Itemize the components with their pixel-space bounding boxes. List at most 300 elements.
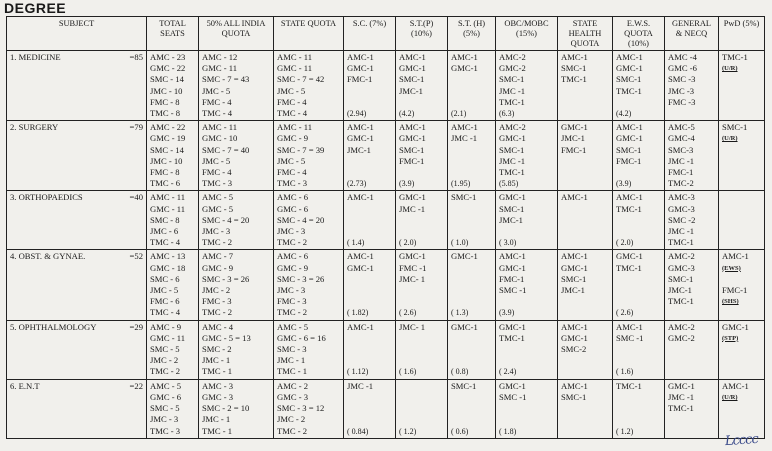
percentage-value: ( 2.6): [399, 308, 417, 318]
seat-entry: SMC-1: [399, 74, 425, 85]
seat-entry: AMC-1: [499, 251, 526, 262]
column-header: PwD (5%): [719, 17, 765, 51]
percentage-value: (3.9): [399, 179, 415, 189]
percentage-value: (1.95): [451, 179, 471, 189]
pwd-cell: [719, 250, 765, 320]
seat-entry: GMC-1: [399, 133, 426, 144]
seat-entry: TMC - 1: [202, 425, 233, 436]
seat-entry: AMC-1: [347, 321, 374, 332]
gen-cell: [665, 320, 719, 379]
all_india-cell: [199, 379, 274, 438]
seat-entry: SMC - 3: [277, 344, 307, 355]
seat-entry: AMC-1: [347, 192, 374, 203]
seat-entry: SMC - 7 = 42: [277, 74, 325, 85]
state-cell: [274, 191, 344, 250]
subject-total: =85: [129, 52, 143, 62]
seat-entry: SMC - 2: [202, 344, 232, 355]
gen-cell: [665, 51, 719, 121]
seat-entry: SMC -1: [499, 391, 527, 402]
seat-entry: FMC-1: [668, 167, 694, 178]
seat-entry: JMC-1: [499, 214, 523, 225]
subject-cell: [7, 379, 147, 438]
seat-entry: SMC - 8: [150, 214, 180, 225]
seat-entry: SMC - 14: [150, 144, 184, 155]
subject-name: 2. SURGERY: [10, 122, 59, 133]
seat-entry: AMC-1: [722, 380, 749, 391]
seat-entry: TMC - 3: [150, 425, 181, 436]
sth-cell: [448, 191, 496, 250]
pwd-category-tag: (STP): [722, 334, 739, 342]
seat-entry: FMC - 8: [150, 167, 180, 178]
seat-entry: TMC - 2: [202, 307, 233, 318]
seat-entry: JMC- 1: [399, 321, 426, 332]
all_india-cell: [199, 191, 274, 250]
ews-cell: [613, 191, 665, 250]
column-header: S.T.(P) (10%): [396, 17, 448, 51]
subject-total: =52: [129, 251, 143, 262]
all_india-cell: [199, 51, 274, 121]
seat-entry: SMC - 2 = 10: [202, 403, 250, 414]
table-row: [7, 250, 765, 320]
seat-entry: JMC - 2: [202, 285, 231, 296]
percentage-value: ( 3.0): [499, 238, 517, 248]
stp-cell: [396, 121, 448, 191]
seat-entry: TMC-1: [722, 52, 748, 62]
seat-entry: AMC-1: [347, 251, 374, 262]
seat-entry: FMC -3: [668, 96, 696, 107]
all_india-cell: [199, 320, 274, 379]
ews-cell: [613, 121, 665, 191]
seat-entry: GMC - 18: [150, 262, 186, 273]
seat-entry: AMC - 6: [277, 192, 309, 203]
percentage-value: ( 1.12): [347, 367, 369, 377]
seat-entry: TMC - 2: [277, 425, 308, 436]
seat-entry: GMC - 11: [202, 63, 238, 74]
seat-entry: AMC - 2: [277, 380, 309, 391]
seat-entry: AMC-2: [668, 251, 695, 262]
seat-entry: AMC - 5: [202, 192, 234, 203]
seat-entry: JMC -3: [668, 85, 695, 96]
seats-cell: [147, 320, 199, 379]
seat-entry: GMC - 9: [202, 262, 234, 273]
seat-entry: JMC - 2: [150, 355, 179, 366]
seat-entry: JMC - 3: [150, 414, 179, 425]
seat-entry: FMC-1: [722, 285, 748, 296]
percentage-value: ( 1.6): [616, 367, 634, 377]
seat-entry: GMC-1: [451, 321, 478, 332]
subject-total: =29: [129, 321, 143, 332]
header-row: [7, 17, 765, 51]
seat-entry: TMC-1: [616, 262, 642, 273]
percentage-value: ( 0.8): [451, 367, 469, 377]
pwd-category-tag: (U/R): [722, 393, 738, 401]
seat-entry: SMC-1: [561, 391, 587, 402]
seat-entry: GMC-1: [499, 192, 526, 203]
state-cell: [274, 320, 344, 379]
seats-cell: [147, 250, 199, 320]
seat-entry: AMC - 12: [202, 52, 238, 62]
gen-cell: [665, 250, 719, 320]
seat-entry: GMC - 5 = 13: [202, 332, 251, 343]
seat-entry: AMC-5: [668, 122, 695, 133]
seat-entry: TMC-1: [616, 203, 642, 214]
seat-entry: SMC-1: [561, 63, 587, 74]
percentage-value: ( 1.2): [399, 426, 417, 436]
column-header: S.T. (H) (5%): [448, 17, 496, 51]
seat-entry: GMC-4: [668, 133, 695, 144]
seat-entry: JMC - 1: [202, 355, 231, 366]
ews-cell: [613, 51, 665, 121]
pwd-cell: [719, 320, 765, 379]
percentage-value: ( 1.8): [499, 426, 517, 436]
seat-entry: JMC -1: [499, 85, 526, 96]
seat-entry: SMC - 5: [150, 403, 180, 414]
sth-cell: [448, 250, 496, 320]
seat-entry: FMC - 4: [277, 167, 307, 178]
percentage-value: ( 2.0): [399, 238, 417, 248]
seat-entry: AMC-1: [722, 251, 749, 262]
table-row: [7, 51, 765, 121]
seat-entry: SMC - 6: [150, 273, 180, 284]
seat-entry: JMC -1: [399, 203, 426, 214]
seat-entry: GMC-1: [616, 63, 643, 74]
seat-entry: FMC - 3: [202, 296, 232, 307]
seat-entry: JMC -1: [668, 226, 695, 237]
seat-entry: FMC - 8: [150, 96, 180, 107]
sth-cell: [448, 121, 496, 191]
percentage-value: (2.94): [347, 109, 367, 119]
shq-cell: [558, 250, 613, 320]
seat-entry: GMC - 3: [202, 391, 234, 402]
ews-cell: [613, 320, 665, 379]
page-title: DEGREE: [4, 0, 67, 16]
seat-entry: AMC-3: [668, 192, 695, 203]
seat-entry: TMC - 4: [202, 108, 233, 119]
shq-cell: [558, 379, 613, 438]
seat-entry: TMC - 2: [150, 366, 181, 377]
percentage-value: ( 1.3): [451, 308, 469, 318]
seat-entry: TMC - 3: [277, 178, 308, 189]
seat-entry: SMC - 14: [150, 74, 184, 85]
seat-entry: JMC -1: [347, 380, 374, 391]
seat-entry: JMC - 5: [150, 285, 179, 296]
percentage-value: (3.9): [499, 308, 515, 318]
gen-cell: [665, 379, 719, 438]
seat-entry: AMC - 23: [150, 52, 186, 62]
sc-cell: [344, 379, 396, 438]
seat-entry: AMC-1: [616, 321, 643, 332]
seat-entry: TMC - 6: [150, 178, 181, 189]
stp-cell: [396, 250, 448, 320]
pwd-cell: [719, 379, 765, 438]
seats-cell: [147, 121, 199, 191]
percentage-value: (4.2): [399, 109, 415, 119]
seat-entry: GMC-1: [616, 251, 643, 262]
seat-entry: AMC-1: [561, 52, 588, 62]
percentage-value: (5.85): [499, 179, 519, 189]
seat-entry: JMC -1: [499, 155, 526, 166]
seat-entry: SMC-1: [616, 144, 642, 155]
column-header: 50% ALL INDIA QUOTA: [199, 17, 274, 51]
seat-entry: GMC - 11: [150, 332, 186, 343]
seat-entry: GMC-1: [561, 122, 588, 133]
percentage-value: (2.1): [451, 109, 467, 119]
percentage-value: (4.2): [616, 109, 632, 119]
seat-entry: SMC-1: [499, 203, 525, 214]
seat-entry: GMC - 19: [150, 133, 186, 144]
seat-entry: FMC-1: [399, 155, 425, 166]
seat-distribution-table: [6, 16, 765, 439]
seat-entry: JMC-1: [561, 285, 585, 296]
seat-entry: SMC - 3 = 26: [277, 273, 325, 284]
seat-entry: GMC-3: [668, 262, 695, 273]
pwd-cell: [719, 121, 765, 191]
seat-entry: FMC - 3: [277, 296, 307, 307]
subject-name: 1. MEDICINE: [10, 52, 61, 62]
seat-entry: SMC-1: [451, 380, 477, 391]
subject-total: =22: [129, 380, 143, 391]
seat-entry: AMC - 13: [150, 251, 186, 262]
seat-entry: AMC-1: [451, 52, 478, 62]
seat-entry: TMC - 8: [150, 108, 181, 119]
seat-entry: AMC-1: [561, 251, 588, 262]
seat-entry: GMC-1: [561, 332, 588, 343]
seat-entry: AMC-1: [347, 122, 374, 133]
sth-cell: [448, 379, 496, 438]
sc-cell: [344, 320, 396, 379]
percentage-value: ( 1.6): [399, 367, 417, 377]
seat-entry: TMC - 2: [277, 237, 308, 248]
seat-entry: AMC-1: [399, 122, 426, 133]
seat-entry: SMC - 3 = 12: [277, 403, 325, 414]
seat-entry: FMC-1: [499, 273, 525, 284]
seat-entry: JMC - 3: [277, 285, 306, 296]
seat-entry: GMC-1: [722, 321, 749, 332]
seat-entry: GMC-1: [499, 380, 526, 391]
seat-entry: JMC-1: [347, 144, 371, 155]
percentage-value: ( 2.0): [616, 238, 634, 248]
seat-entry: JMC - 5: [277, 155, 306, 166]
stp-cell: [396, 379, 448, 438]
seat-entry: SMC-1: [561, 273, 587, 284]
subject-cell: [7, 191, 147, 250]
seat-entry: SMC-1: [399, 144, 425, 155]
signature: Lcccc: [724, 431, 759, 450]
percentage-value: (6.3): [499, 109, 515, 119]
seat-entry: AMC-1: [561, 192, 588, 203]
seat-entry: GMC-2: [668, 332, 695, 343]
seat-entry: GMC-1: [616, 133, 643, 144]
sth-cell: [448, 320, 496, 379]
state-cell: [274, 51, 344, 121]
seat-entry: GMC-2: [499, 63, 526, 74]
seat-entry: AMC - 7: [202, 251, 234, 262]
seat-entry: AMC - 6: [277, 251, 309, 262]
seat-entry: FMC - 4: [202, 96, 232, 107]
subject-cell: [7, 250, 147, 320]
seat-entry: GMC - 22: [150, 63, 186, 74]
seat-entry: FMC - 6: [150, 296, 180, 307]
seat-entry: FMC-1: [616, 155, 642, 166]
stp-cell: [396, 191, 448, 250]
seat-entry: GMC - 3: [277, 391, 309, 402]
table-row: [7, 320, 765, 379]
seat-entry: GMC-1: [499, 133, 526, 144]
table-body: [7, 51, 765, 439]
pwd-category-tag: (EWS): [722, 264, 741, 272]
obc-cell: [496, 191, 558, 250]
column-header: E.W.S. QUOTA (10%): [613, 17, 665, 51]
seat-entry: TMC - 1: [202, 366, 233, 377]
state-cell: [274, 121, 344, 191]
subject-name: 6. E.N.T: [10, 380, 40, 391]
seat-entry: TMC - 4: [277, 108, 308, 119]
percentage-value: ( 2.4): [499, 367, 517, 377]
seat-entry: JMC-1: [399, 85, 423, 96]
seat-entry: AMC-1: [561, 380, 588, 391]
seat-entry: SMC - 7 = 43: [202, 74, 250, 85]
gen-cell: [665, 191, 719, 250]
seat-entry: GMC-1: [499, 262, 526, 273]
seat-entry: AMC-1: [561, 321, 588, 332]
percentage-value: ( 1.4): [347, 238, 365, 248]
seat-entry: GMC-1: [499, 321, 526, 332]
column-header: SUBJECT: [7, 17, 147, 51]
seat-entry: JMC- 1: [399, 273, 426, 284]
seat-entry: AMC - 11: [202, 122, 238, 133]
state-cell: [274, 250, 344, 320]
seat-entry: JMC - 1: [277, 355, 306, 366]
seat-entry: GMC-1: [451, 251, 478, 262]
seat-entry: FMC-1: [347, 74, 373, 85]
seat-entry: SMC-1: [668, 273, 694, 284]
pwd-cell: [719, 191, 765, 250]
obc-cell: [496, 121, 558, 191]
sth-cell: [448, 51, 496, 121]
seat-entry: TMC-1: [616, 380, 642, 391]
seat-entry: TMC-1: [616, 85, 642, 96]
percentage-value: ( 0.84): [347, 426, 369, 436]
seat-entry: AMC - 5: [277, 321, 309, 332]
seat-entry: JMC - 10: [150, 155, 183, 166]
seat-entry: TMC-1: [561, 74, 587, 85]
seat-entry: SMC-2: [561, 344, 587, 355]
seat-entry: AMC-1: [616, 122, 643, 133]
seat-entry: GMC-1: [451, 63, 478, 74]
seat-entry: SMC - 3 = 26: [202, 273, 250, 284]
pwd-category-tag: (U/R): [722, 135, 738, 143]
seat-entry: SMC-1: [451, 192, 477, 203]
seat-entry: AMC - 11: [150, 192, 186, 203]
state-cell: [274, 379, 344, 438]
all_india-cell: [199, 121, 274, 191]
seat-entry: AMC - 9: [150, 321, 182, 332]
seat-entry: TMC - 3: [202, 178, 233, 189]
seat-entry: SMC-1: [616, 74, 642, 85]
seat-entry: AMC-2: [668, 321, 695, 332]
seat-entry: AMC - 3: [202, 380, 234, 391]
seat-entry: SMC -2: [668, 214, 696, 225]
seat-entry: TMC - 2: [277, 307, 308, 318]
seat-entry: AMC-1: [616, 192, 643, 203]
table-row: [7, 191, 765, 250]
column-header: TOTAL SEATS: [147, 17, 199, 51]
table-row: [7, 121, 765, 191]
sc-cell: [344, 51, 396, 121]
seat-entry: JMC - 5: [277, 85, 306, 96]
all_india-cell: [199, 250, 274, 320]
percentage-value: ( 1.82): [347, 308, 369, 318]
seat-entry: GMC-3: [668, 203, 695, 214]
seat-entry: SMC - 4 = 20: [202, 214, 250, 225]
obc-cell: [496, 320, 558, 379]
column-header: OBC/MOBC (15%): [496, 17, 558, 51]
seat-entry: SMC - 4 = 20: [277, 214, 325, 225]
seat-entry: SMC - 7 = 40: [202, 144, 250, 155]
seat-entry: AMC-2: [499, 122, 526, 133]
seats-cell: [147, 51, 199, 121]
seat-entry: TMC - 1: [277, 366, 308, 377]
seat-entry: JMC -1: [451, 133, 478, 144]
obc-cell: [496, 51, 558, 121]
sc-cell: [344, 121, 396, 191]
subject-cell: [7, 51, 147, 121]
obc-cell: [496, 250, 558, 320]
seat-entry: TMC-1: [668, 237, 694, 248]
seat-entry: GMC - 6: [277, 203, 309, 214]
seat-entry: JMC - 3: [277, 226, 306, 237]
seat-entry: FMC - 4: [277, 96, 307, 107]
seat-entry: GMC - 6 = 16: [277, 332, 326, 343]
seat-entry: GMC-1: [668, 380, 695, 391]
seat-entry: FMC-1: [561, 144, 587, 155]
seat-entry: JMC -1: [668, 391, 695, 402]
shq-cell: [558, 191, 613, 250]
ews-cell: [613, 379, 665, 438]
percentage-value: ( 1.0): [451, 238, 469, 248]
seat-entry: JMC - 6: [150, 226, 179, 237]
seat-entry: SMC-3: [668, 144, 694, 155]
seat-entry: JMC - 2: [277, 414, 306, 425]
seat-entry: GMC - 11: [150, 203, 186, 214]
column-header: STATE HEALTH QUOTA: [558, 17, 613, 51]
seat-entry: FMC - 4: [202, 167, 232, 178]
seat-entry: SMC - 5: [150, 344, 180, 355]
pwd-category-tag: (SHS): [722, 298, 739, 306]
sc-cell: [344, 191, 396, 250]
percentage-value: ( 2.6): [616, 308, 634, 318]
seat-entry: SMC - 7 = 39: [277, 144, 325, 155]
seat-entry: AMC - 22: [150, 122, 186, 133]
pwd-category-tag: (U/R): [722, 65, 738, 73]
seat-entry: JMC - 10: [150, 85, 183, 96]
percentage-value: (3.9): [616, 179, 632, 189]
seat-entry: TMC-1: [668, 296, 694, 307]
percentage-value: ( 0.6): [451, 426, 469, 436]
subject-name: 3. ORTHOPAEDICS: [10, 192, 83, 203]
column-header: S.C. (7%): [344, 17, 396, 51]
column-header: STATE QUOTA: [274, 17, 344, 51]
seat-entry: AMC-1: [399, 52, 426, 62]
seat-entry: GMC - 9: [277, 262, 309, 273]
seat-entry: TMC - 2: [202, 237, 233, 248]
subject-cell: [7, 121, 147, 191]
seat-entry: GMC - 6: [150, 391, 182, 402]
ews-cell: [613, 250, 665, 320]
seat-entry: AMC - 5: [150, 380, 182, 391]
seat-entry: JMC-1: [668, 285, 692, 296]
seat-entry: TMC-1: [668, 403, 694, 414]
